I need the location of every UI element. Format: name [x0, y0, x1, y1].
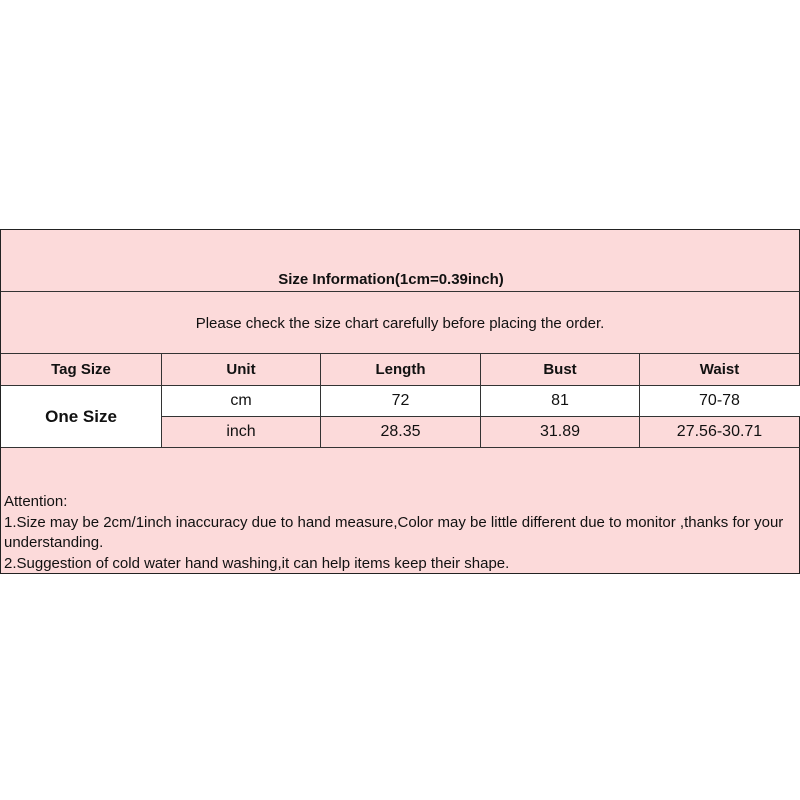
table-cell: 31.89: [539, 423, 581, 440]
table-cell: 70-78: [699, 392, 740, 409]
table-cell: 27.56-30.71: [676, 423, 763, 440]
table-cell: inch: [226, 423, 256, 440]
chart-title: Size Information(1cm=0.39inch): [278, 270, 504, 288]
table-cell: 28.35: [380, 423, 421, 440]
size-chart: [0, 229, 800, 574]
header-unit: Unit: [226, 361, 256, 378]
chart-subtitle: Please check the size chart carefully before placing the order.: [195, 314, 605, 332]
grid-line: [1, 447, 800, 448]
header-bust: Bust: [543, 361, 577, 378]
header-waist: Waist: [699, 361, 740, 378]
notes-line-1: 1.Size may be 2cm/1inch inaccuracy due to hand measure,Color may be little different due to monitor ,thanks for your understanding.: [4, 513, 784, 551]
table-cell: 81: [551, 392, 569, 409]
notes-line-2: 2.Suggestion of cold water hand washing,it can help items keep their shape.: [4, 554, 510, 572]
attention-notes: [4, 492, 799, 574]
header-tag-size: Tag Size: [51, 361, 111, 378]
header-length: Length: [375, 361, 426, 378]
notes-heading: Attention:: [4, 493, 68, 510]
table-cell: cm: [230, 392, 252, 409]
tag-size-value: One Size: [45, 406, 117, 426]
table-cell: 72: [391, 392, 410, 409]
